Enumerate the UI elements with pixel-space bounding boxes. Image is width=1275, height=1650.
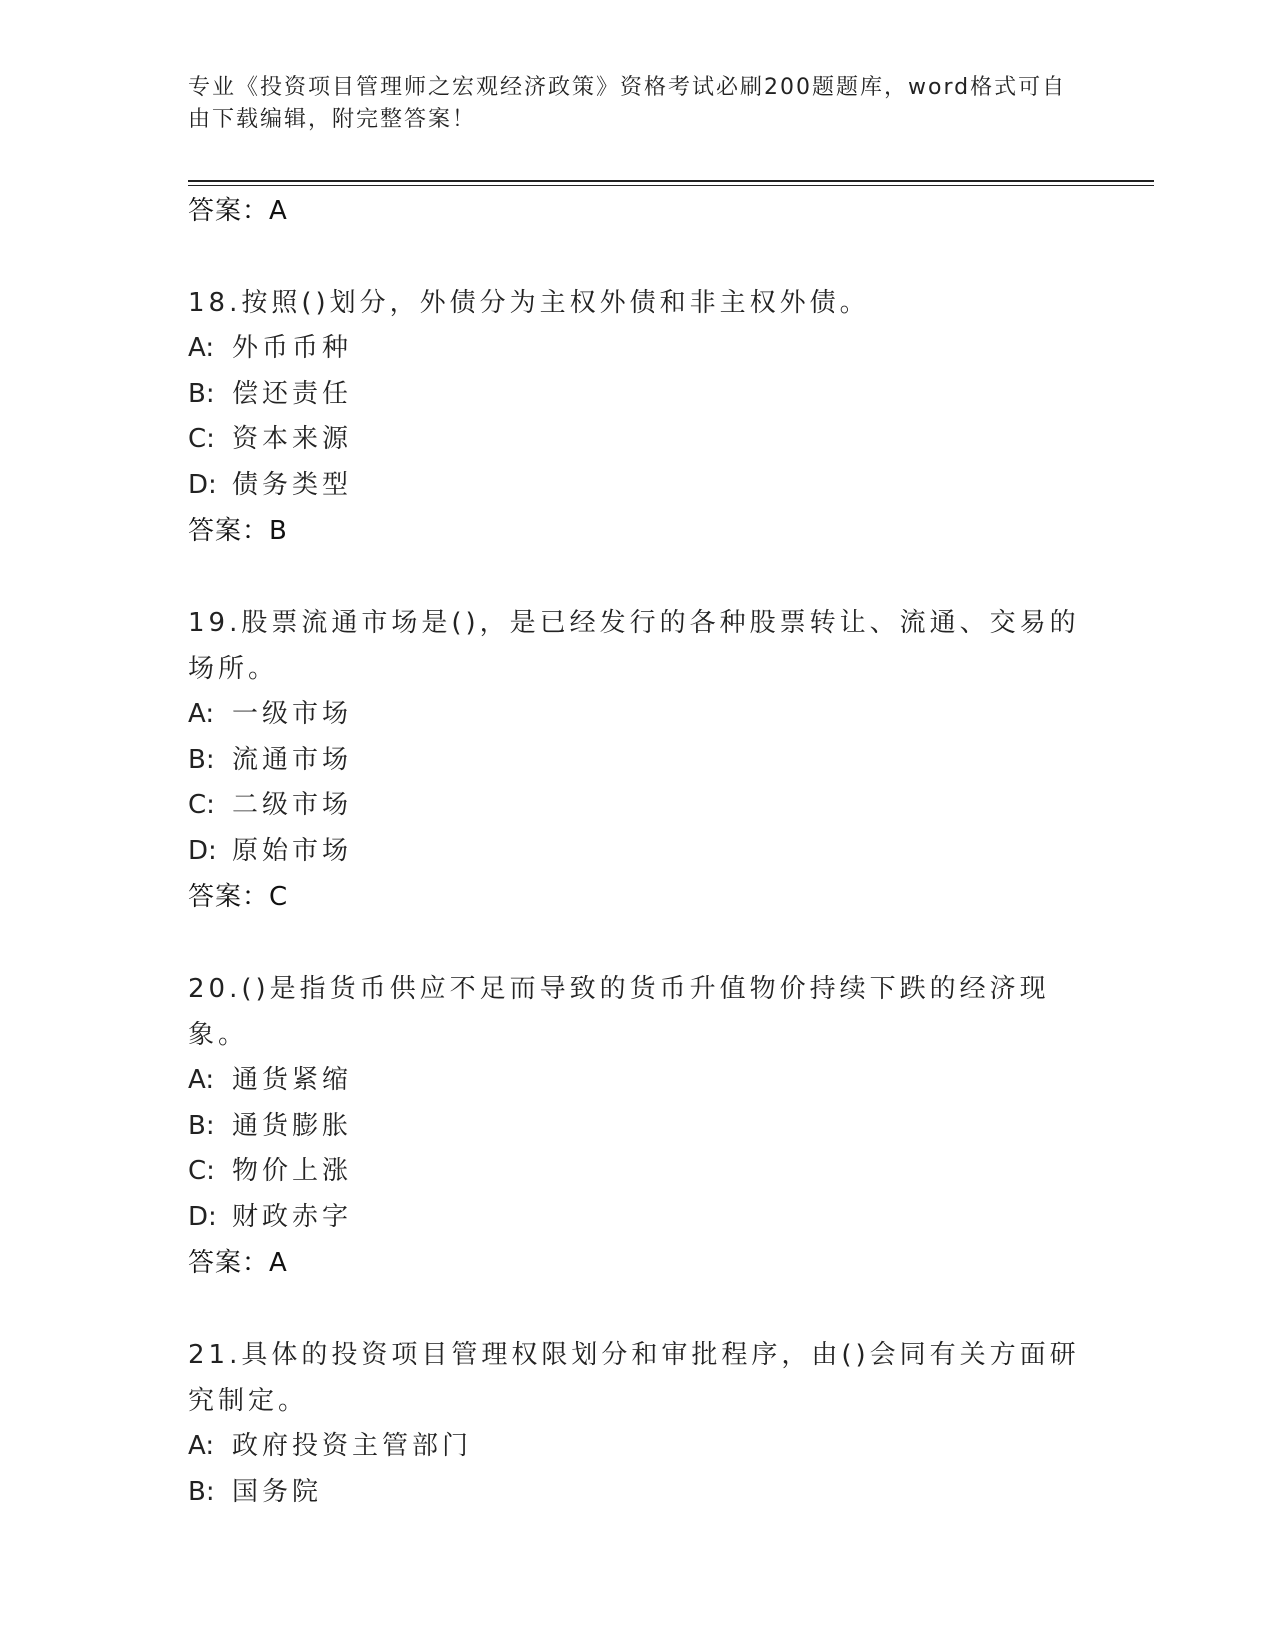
option-text: 原始市场 (232, 835, 353, 866)
option-letter: B: (188, 1110, 215, 1141)
document-header: 专业《投资项目管理师之宏观经济政策》资格考试必刷200题题库，word格式可自由下载编辑，附完整答案！ (188, 75, 1067, 132)
option-letter: D: (188, 1201, 217, 1232)
question-19 (188, 600, 1108, 920)
option-a (188, 326, 1108, 372)
question-20 (188, 966, 1108, 1286)
option-b (188, 1470, 1108, 1516)
option-c (188, 1149, 1108, 1195)
option-text: 政府投资主管部门 (232, 1431, 473, 1461)
question-text: 21.具体的投资项目管理权限划分和审批程序，由()会同有关方面研究制定。 (188, 1340, 1080, 1416)
option-text: 通货膨胀 (232, 1110, 353, 1141)
option-letter: C: (188, 1156, 215, 1186)
answer-line: 答案：A (188, 196, 288, 226)
option-letter: B: (188, 1476, 215, 1507)
option-text: 财政赤字 (232, 1201, 353, 1232)
option-letter: B: (188, 744, 215, 775)
option-letter: A: (188, 333, 215, 363)
document-body (188, 188, 1108, 1515)
option-letter: A: (188, 699, 215, 729)
option-b (188, 738, 1108, 784)
option-text: 国务院 (232, 1476, 323, 1507)
option-letter: C: (188, 790, 215, 820)
option-letter: C: (188, 424, 215, 454)
option-a (188, 1424, 1108, 1470)
option-text: 通货紧缩 (232, 1065, 353, 1095)
option-letter: D: (188, 835, 217, 866)
option-text: 债务类型 (232, 469, 353, 500)
option-text: 物价上涨 (232, 1156, 353, 1186)
option-a (188, 1058, 1108, 1104)
option-text: 外币币种 (232, 333, 353, 363)
option-a (188, 692, 1108, 738)
option-d (188, 1195, 1108, 1241)
option-letter: D: (188, 469, 217, 500)
option-b (188, 1104, 1108, 1150)
answer-line: 答案：B (188, 516, 288, 546)
header-divider-thin (188, 185, 1154, 186)
question-text: 18.按照()划分，外债分为主权外债和非主权外债。 (188, 288, 870, 318)
option-d (188, 463, 1108, 509)
option-letter: A: (188, 1065, 215, 1095)
option-c (188, 783, 1108, 829)
option-c (188, 417, 1108, 463)
option-text: 资本来源 (232, 424, 353, 454)
header-divider-thick (188, 180, 1154, 182)
question-18 (188, 280, 1108, 554)
option-letter: A: (188, 1431, 215, 1461)
option-text: 二级市场 (232, 790, 353, 820)
option-text: 偿还责任 (232, 378, 353, 409)
option-text: 流通市场 (232, 744, 353, 775)
option-letter: B: (188, 378, 215, 409)
option-b (188, 372, 1108, 418)
answer-line: 答案：A (188, 1248, 288, 1278)
option-text: 一级市场 (232, 699, 353, 729)
option-d (188, 829, 1108, 875)
question-text: 19.股票流通市场是()，是已经发行的各种股票转让、流通、交易的场所。 (188, 608, 1080, 684)
answer-line: 答案：C (188, 882, 289, 912)
question-21 (188, 1332, 1108, 1515)
question-text: 20.()是指货币供应不足而导致的货币升值物价持续下跌的经济现象。 (188, 974, 1050, 1050)
